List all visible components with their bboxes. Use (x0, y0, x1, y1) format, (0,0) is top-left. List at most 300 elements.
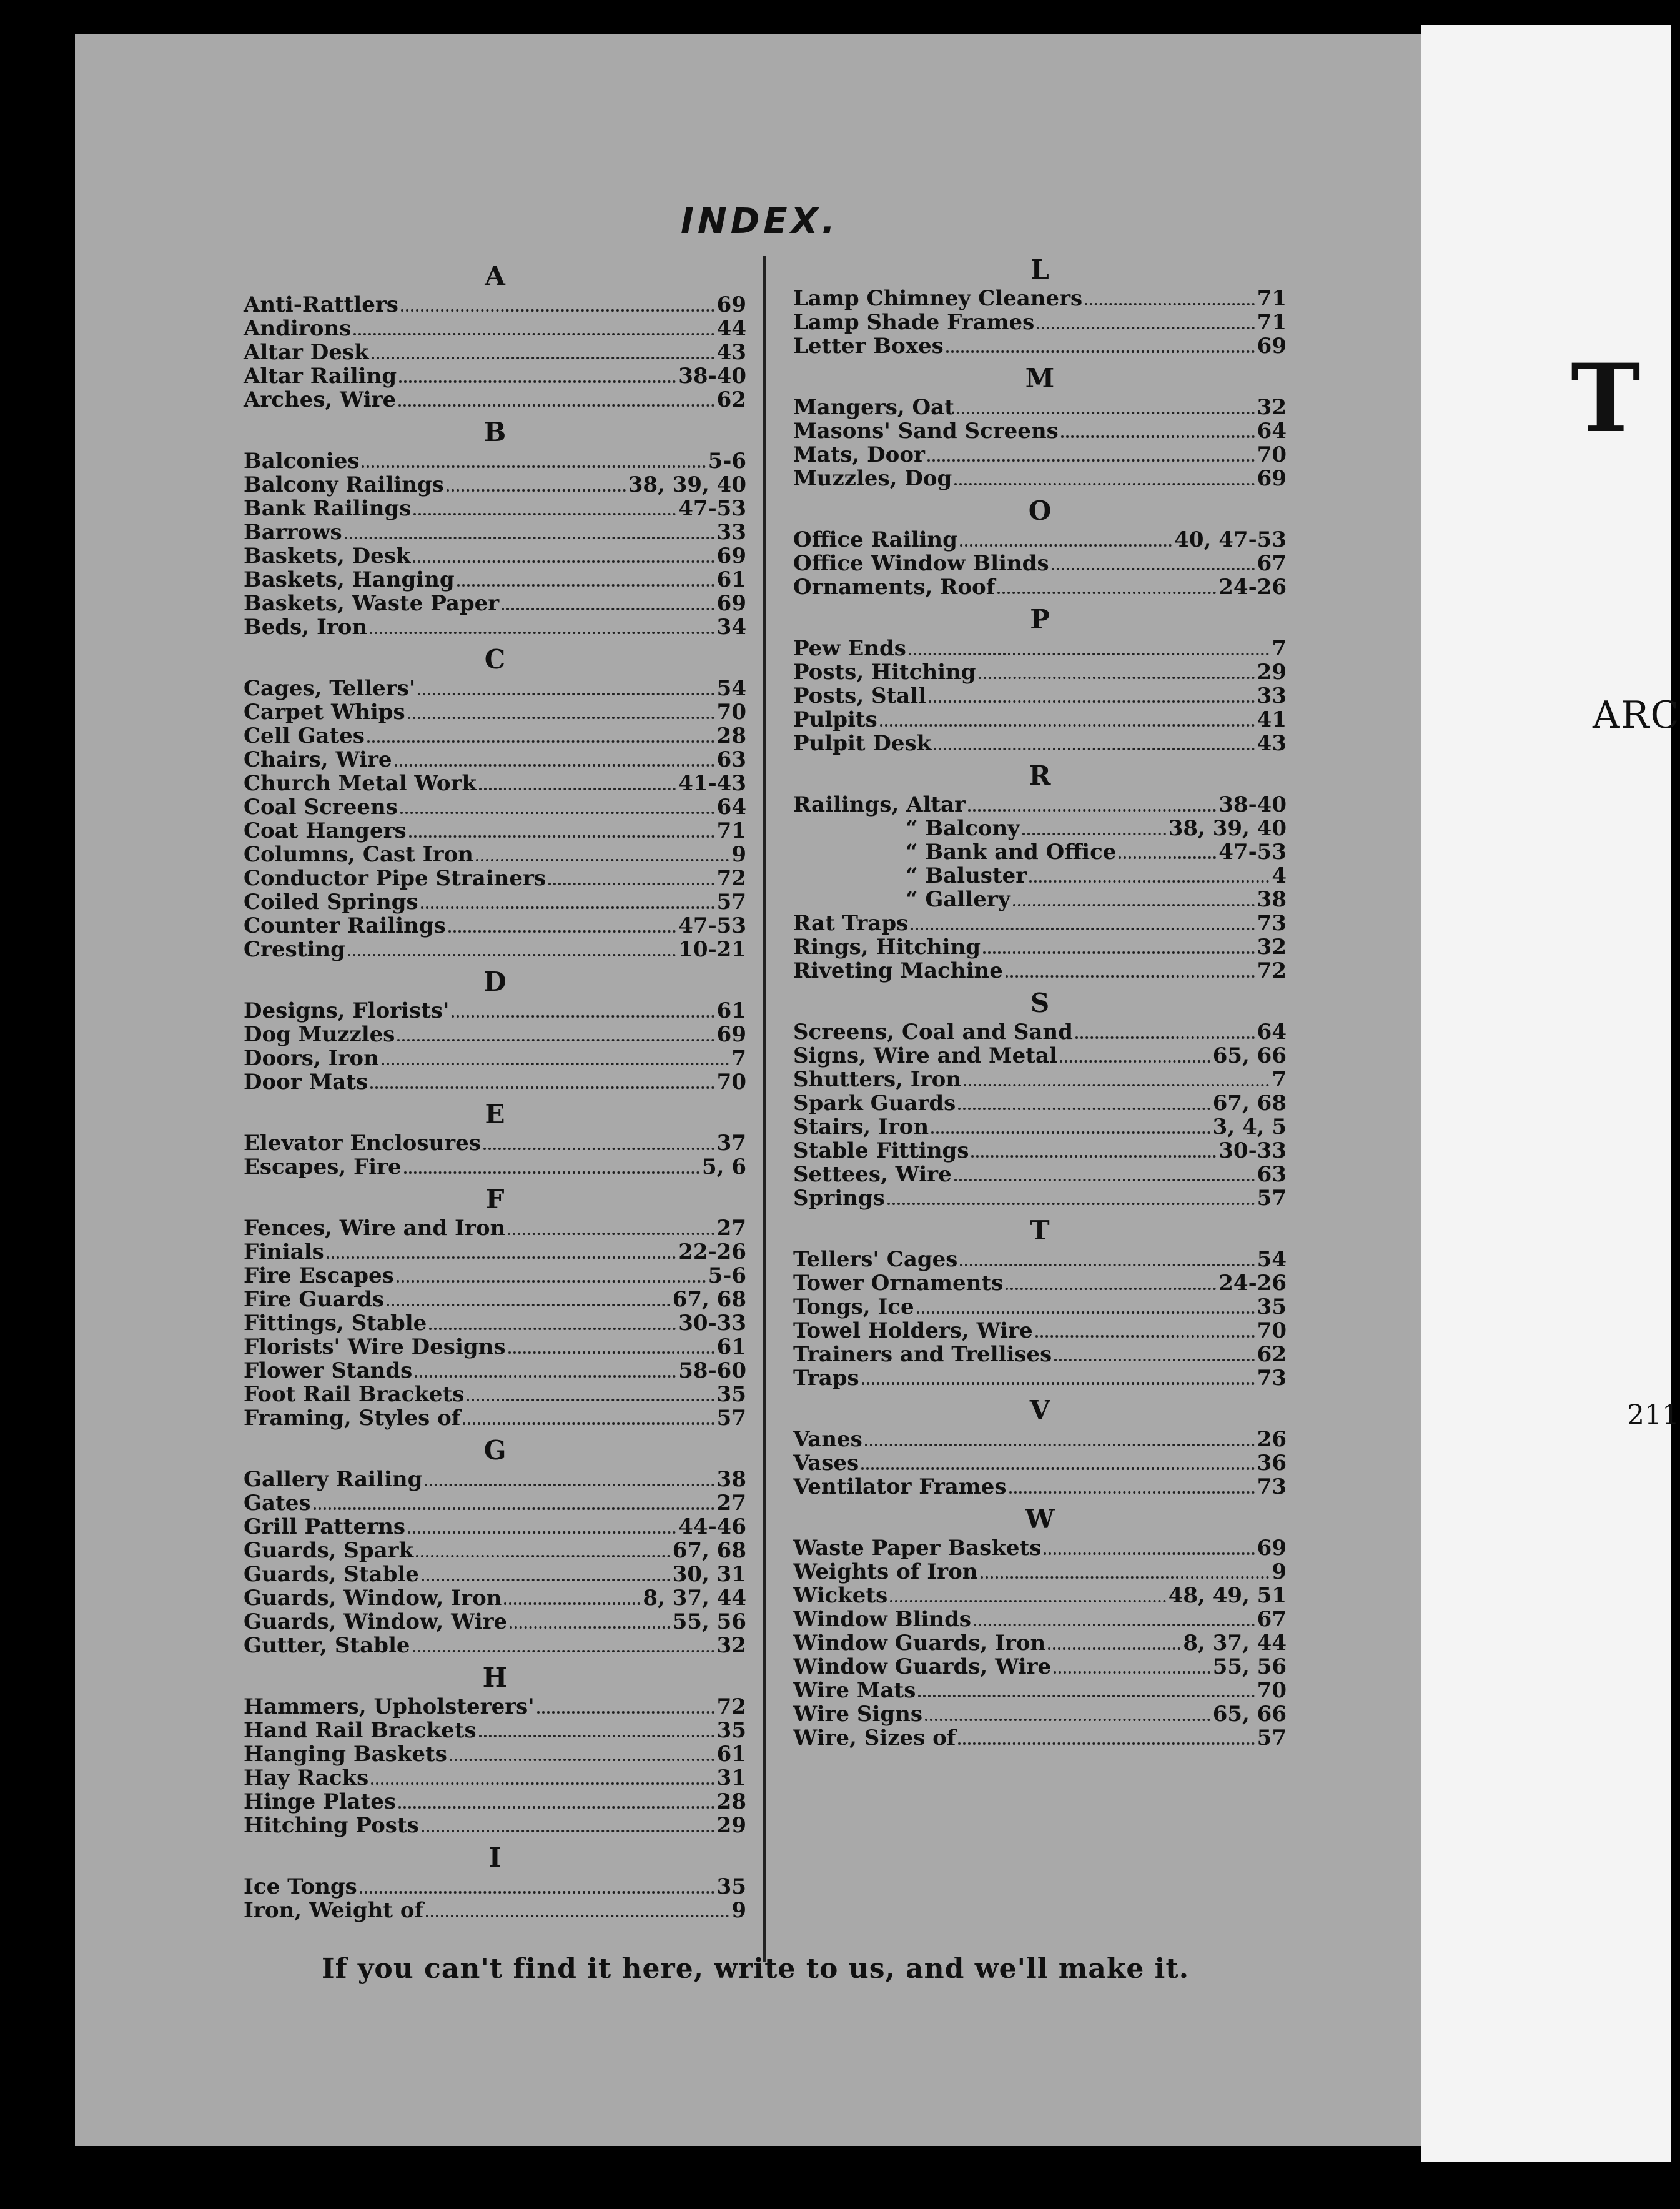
index-entry (793, 960, 1287, 983)
dot-leader (371, 1782, 714, 1785)
dot-leader (370, 632, 714, 634)
index-entry (793, 335, 1287, 359)
entry-pages: 3, 4, 5 (1212, 1114, 1287, 1139)
dot-leader (861, 1467, 1254, 1470)
index-entry (793, 396, 1287, 420)
entry-pages: 24-26 (1218, 1271, 1287, 1296)
entry-pages: 63 (716, 747, 746, 772)
dot-leader (1006, 975, 1255, 978)
entry-name: Posts, Stall (793, 683, 927, 708)
entry-pages: 69 (716, 292, 746, 317)
dot-leader (1061, 435, 1255, 438)
entry-name: Office Window Blinds (793, 551, 1049, 576)
entry-pages: 35 (716, 1874, 746, 1899)
index-entry (244, 891, 746, 915)
index-entry (793, 1367, 1287, 1391)
dot-leader (353, 333, 714, 335)
entry-pages: 73 (1257, 911, 1287, 936)
index-entry (793, 1092, 1287, 1116)
entry-name: Guards, Window, Wire (244, 1609, 508, 1634)
index-entry (793, 841, 1287, 865)
index-entry (793, 1632, 1287, 1656)
dot-leader (416, 1555, 670, 1557)
dot-leader (426, 1915, 729, 1917)
dot-leader (909, 653, 1269, 655)
entry-pages: 29 (1257, 660, 1287, 685)
index-section (244, 1100, 746, 1179)
index-entry (244, 1407, 746, 1431)
dot-leader (931, 1131, 1210, 1134)
dot-leader (1075, 1036, 1255, 1039)
index-entry (244, 474, 746, 497)
entry-pages: 38-40 (1218, 792, 1287, 817)
section-letter: A (485, 261, 505, 291)
facing-page-number: 211 (1627, 1399, 1679, 1431)
section-letter: V (1029, 1395, 1050, 1426)
entry-pages: 27 (716, 1491, 746, 1516)
index-section (244, 1843, 746, 1923)
dot-leader (404, 1171, 699, 1174)
entry-pages: 33 (1257, 683, 1287, 708)
index-section (793, 1396, 1287, 1499)
index-entry (244, 1634, 746, 1658)
entry-pages: 69 (716, 544, 746, 568)
index-entry (244, 1695, 746, 1719)
index-entry (793, 708, 1287, 732)
dot-leader (1119, 856, 1216, 859)
entry-name: Lamp Shade Frames (793, 310, 1035, 335)
entry-name: Window Guards, Wire (793, 1654, 1052, 1679)
index-entry (793, 1272, 1287, 1296)
entry-pages: 38-40 (678, 364, 746, 389)
entry-name: Vases (793, 1451, 859, 1476)
dot-leader (1013, 904, 1255, 906)
entry-pages: 64 (1257, 1020, 1287, 1045)
index-section (793, 605, 1287, 756)
dot-leader (1085, 303, 1254, 305)
index-entry (793, 1656, 1287, 1679)
entry-pages: 47-53 (678, 913, 746, 938)
dot-leader (360, 1891, 714, 1894)
index-entry (793, 732, 1287, 756)
index-section (793, 988, 1287, 1211)
entry-name: Andirons (244, 316, 352, 341)
entry-pages: 69 (716, 591, 746, 616)
entry-pages: 30-33 (1218, 1138, 1287, 1163)
index-entry (793, 467, 1287, 491)
index-entry (793, 817, 1287, 841)
entry-name: Ventilator Frames (793, 1474, 1007, 1499)
entry-pages: 30, 31 (672, 1562, 746, 1587)
entry-name: Pulpit Desk (793, 731, 932, 756)
entry-pages: 67, 68 (672, 1538, 746, 1563)
index-entry (244, 1563, 746, 1587)
entry-name: Grill Patterns (244, 1514, 406, 1539)
entry-pages: 72 (716, 866, 746, 891)
entry-pages: 70 (716, 700, 746, 725)
dot-leader (981, 1576, 1270, 1579)
index-entry (244, 820, 746, 843)
entry-pages: 26 (1257, 1427, 1287, 1452)
index-entry (793, 420, 1287, 444)
entry-name: Settees, Wire (793, 1162, 952, 1187)
index-entry (793, 912, 1287, 936)
entry-pages: 55, 56 (672, 1609, 746, 1634)
entry-pages: 57 (716, 1406, 746, 1431)
entry-name: Hanging Baskets (244, 1742, 447, 1767)
entry-pages: 62 (716, 387, 746, 412)
dot-leader (398, 404, 714, 407)
dot-leader (367, 740, 714, 743)
dot-leader (447, 489, 626, 492)
entry-name: Riveting Machine (793, 958, 1003, 983)
dot-leader (483, 1148, 714, 1150)
entry-pages: 10-21 (678, 937, 746, 962)
entry-name: “ Balcony (906, 816, 1020, 841)
entry-name: Beds, Iron (244, 615, 368, 640)
entry-pages: 61 (716, 1334, 746, 1359)
index-entry (793, 685, 1287, 708)
entry-name: Coiled Springs (244, 890, 418, 915)
index-entry (793, 1296, 1287, 1319)
entry-name: Wickets (793, 1583, 888, 1608)
entry-name: Rat Traps (793, 911, 909, 936)
index-section (244, 1184, 746, 1431)
entry-pages: 70 (1257, 442, 1287, 467)
index-entry (793, 1068, 1287, 1092)
index-entry (793, 444, 1287, 467)
section-letter: S (1030, 988, 1050, 1018)
index-entry (244, 521, 746, 545)
dot-leader (890, 1600, 1165, 1602)
entry-pages: 69 (1257, 466, 1287, 491)
dot-leader (964, 1084, 1269, 1086)
dot-leader (925, 1719, 1210, 1721)
index-entry (244, 1047, 746, 1071)
entry-name: Balcony Railings (244, 472, 444, 497)
entry-name: Tongs, Ice (793, 1294, 914, 1319)
entry-name: Tellers' Cages (793, 1247, 958, 1272)
entry-pages: 35 (1257, 1294, 1287, 1319)
entry-name: Cages, Tellers' (244, 676, 416, 701)
section-letter: B (483, 417, 506, 447)
dot-leader (479, 788, 676, 790)
entry-name: Cresting (244, 937, 345, 962)
dot-leader (934, 748, 1254, 750)
entry-name: Florists' Wire Designs (244, 1334, 506, 1359)
entry-name: Wire Mats (793, 1678, 916, 1703)
index-entry (244, 1587, 746, 1611)
dot-leader (929, 700, 1255, 703)
entry-name: Trainers and Trellises (793, 1342, 1052, 1367)
entry-name: Hitching Posts (244, 1813, 419, 1838)
index-entry (793, 793, 1287, 817)
entry-name: Guards, Spark (244, 1538, 414, 1563)
dot-leader (418, 693, 714, 695)
dot-leader (862, 1382, 1255, 1385)
entry-name: Gallery Railing (244, 1467, 423, 1492)
dot-leader (1060, 1060, 1210, 1063)
index-section (244, 417, 746, 640)
index-entry (793, 1584, 1287, 1608)
entry-pages: 27 (716, 1216, 746, 1241)
index-section (244, 967, 746, 1095)
index-entry (244, 701, 746, 725)
entry-pages: 38, 39, 40 (628, 472, 746, 497)
dot-leader (983, 951, 1255, 954)
entry-pages: 61 (716, 998, 746, 1023)
entry-pages: 41-43 (678, 771, 746, 796)
dot-leader (408, 717, 714, 719)
entry-name: Cell Gates (244, 723, 365, 748)
index-section (793, 761, 1287, 983)
entry-pages: 65, 66 (1212, 1702, 1287, 1727)
entry-name: “ Bank and Office (906, 840, 1117, 865)
entry-name: Altar Desk (244, 340, 369, 365)
entry-pages: 9 (731, 1898, 746, 1923)
entry-pages: 61 (716, 567, 746, 592)
dot-leader (476, 859, 729, 861)
index-entry (793, 1163, 1287, 1187)
index-entry (244, 1071, 746, 1095)
index-entry (244, 938, 746, 962)
dot-leader (400, 812, 714, 814)
entry-name: Spark Guards (793, 1091, 956, 1116)
entry-pages: 72 (716, 1694, 746, 1719)
entry-name: Waste Paper Baskets (793, 1536, 1042, 1561)
dot-leader (397, 1280, 706, 1283)
entry-pages: 54 (716, 676, 746, 701)
facing-page (1421, 25, 1680, 2162)
dot-leader (387, 1304, 670, 1306)
entry-pages: 63 (1257, 1162, 1287, 1187)
index-entry (793, 1561, 1287, 1584)
dot-leader (911, 928, 1254, 930)
section-letter: I (488, 1842, 502, 1873)
entry-name: Framing, Styles of (244, 1406, 461, 1431)
dot-leader (401, 309, 714, 312)
entry-pages: 72 (1257, 958, 1287, 983)
entry-name: “ Baluster (906, 863, 1027, 888)
facing-page-letter: T (1571, 344, 1641, 454)
dot-leader (467, 1399, 714, 1401)
index-entry (244, 568, 746, 592)
dot-leader (370, 1086, 714, 1089)
dot-leader (1006, 1288, 1216, 1290)
index-entry (244, 915, 746, 938)
dot-leader (1052, 568, 1255, 570)
entry-name: Arches, Wire (244, 387, 397, 412)
dot-leader (1009, 1491, 1255, 1494)
entry-pages: 32 (1257, 395, 1287, 420)
entry-pages: 57 (1257, 1725, 1287, 1750)
entry-name: Finials (244, 1239, 324, 1264)
dot-leader (974, 1624, 1255, 1626)
index-entry (244, 1000, 746, 1023)
entry-pages: 38 (1257, 887, 1287, 912)
index-entry (793, 1248, 1287, 1272)
entry-pages: 38, 39, 40 (1168, 816, 1287, 841)
dot-leader (348, 954, 676, 956)
section-letter: E (485, 1099, 505, 1129)
entry-pages: 61 (716, 1742, 746, 1767)
index-entry (244, 1468, 746, 1492)
index-entry (244, 725, 746, 748)
entry-name: Lamp Chimney Cleaners (793, 286, 1083, 311)
entry-pages: 62 (1257, 1342, 1287, 1367)
entry-pages: 36 (1257, 1451, 1287, 1476)
entry-pages: 67 (1257, 1607, 1287, 1632)
dot-leader (463, 1422, 714, 1425)
entry-pages: 5-6 (708, 449, 746, 474)
entry-pages: 9 (1272, 1559, 1287, 1584)
dot-leader (345, 537, 714, 539)
entry-pages: 33 (716, 520, 746, 545)
entry-pages: 57 (1257, 1186, 1287, 1211)
index-entry (244, 1516, 746, 1539)
index-entry (793, 1139, 1287, 1163)
index-section (793, 1504, 1287, 1750)
entry-pages: 71 (1257, 310, 1287, 335)
entry-pages: 34 (716, 615, 746, 640)
entry-name: Elevator Enclosures (244, 1131, 481, 1156)
entry-name: Posts, Hitching (793, 660, 976, 685)
entry-name: Escapes, Fire (244, 1154, 402, 1179)
entry-pages: 67 (1257, 551, 1287, 576)
index-entry (793, 936, 1287, 960)
entry-name: Dog Muzzles (244, 1022, 395, 1047)
dot-leader (958, 1108, 1210, 1110)
dot-leader (395, 764, 714, 767)
index-section (793, 496, 1287, 600)
index-entry (793, 576, 1287, 600)
entry-name: Conductor Pipe Strainers (244, 866, 546, 891)
index-entry (244, 677, 746, 701)
index-entry (793, 1319, 1287, 1343)
entry-pages: 70 (1257, 1678, 1287, 1703)
section-letter: F (485, 1184, 505, 1214)
index-entry (244, 1539, 746, 1563)
index-entry (244, 748, 746, 772)
entry-pages: 69 (1257, 1536, 1287, 1561)
dot-leader (960, 544, 1172, 547)
index-entry (793, 1187, 1287, 1211)
entry-name: Traps (793, 1366, 859, 1391)
index-entry (244, 772, 746, 796)
section-letter: C (484, 644, 506, 675)
dot-leader (957, 412, 1255, 414)
dot-leader (408, 1531, 676, 1534)
column-divider (763, 256, 766, 1962)
index-entry (793, 552, 1287, 576)
entry-name: Flower Stands (244, 1358, 413, 1383)
entry-name: Hand Rail Brackets (244, 1718, 477, 1743)
entry-name: Wire Signs (793, 1702, 922, 1727)
dot-leader (314, 1507, 714, 1510)
entry-name: Guards, Window, Iron (244, 1586, 502, 1611)
entry-name: Barrows (244, 520, 342, 545)
index-section (793, 1216, 1287, 1391)
index-entry (793, 661, 1287, 685)
index-section (793, 364, 1287, 491)
entry-name: Rings, Hitching (793, 935, 981, 960)
section-letter: L (1030, 254, 1049, 285)
dot-leader (1037, 327, 1254, 329)
entry-pages: 70 (716, 1070, 746, 1095)
entry-pages: 35 (716, 1718, 746, 1743)
entry-name: Stable Fittings (793, 1138, 969, 1163)
entry-name: Doors, Iron (244, 1046, 379, 1071)
dot-leader (508, 1351, 714, 1354)
index-entry (244, 1288, 746, 1312)
entry-name: Hammers, Upholsterers' (244, 1694, 535, 1719)
dot-leader (954, 483, 1254, 485)
section-letter: W (1025, 1504, 1055, 1534)
entry-pages: 71 (1257, 286, 1287, 311)
entry-name: Fences, Wire and Iron (244, 1216, 506, 1241)
dot-leader (415, 1375, 676, 1378)
entry-pages: 5-6 (708, 1263, 746, 1288)
dot-leader (421, 906, 714, 909)
entry-name: Towel Holders, Wire (793, 1318, 1033, 1343)
index-entry (793, 865, 1287, 888)
index-entry (793, 1343, 1287, 1367)
index-entry (793, 637, 1287, 661)
dot-leader (1044, 1552, 1254, 1555)
entry-pages: 8, 37, 44 (643, 1586, 746, 1611)
entry-pages: 54 (1257, 1247, 1287, 1272)
entry-name: Baskets, Hanging (244, 567, 455, 592)
entry-name: Window Blinds (793, 1607, 971, 1632)
entry-pages: 29 (716, 1813, 746, 1838)
entry-pages: 65, 66 (1212, 1043, 1287, 1068)
entry-pages: 40, 47-53 (1174, 527, 1287, 552)
entry-pages: 28 (716, 1789, 746, 1814)
dot-leader (448, 930, 676, 933)
index-entry (244, 796, 746, 820)
entry-pages: 32 (716, 1633, 746, 1658)
entry-name: Railings, Altar (793, 792, 966, 817)
entry-pages: 69 (716, 1022, 746, 1047)
index-entry (244, 1336, 746, 1359)
entry-name: Columns, Cast Iron (244, 842, 473, 867)
entry-pages: 44-46 (678, 1514, 746, 1539)
index-entry (793, 1045, 1287, 1068)
entry-name: Counter Railings (244, 913, 446, 938)
index-entry (793, 1116, 1287, 1139)
dot-leader (422, 1579, 670, 1581)
dot-leader (918, 1695, 1254, 1697)
section-letter: M (1025, 363, 1055, 394)
entry-pages: 69 (1257, 334, 1287, 359)
entry-pages: 7 (1272, 1067, 1287, 1092)
index-section (244, 1436, 746, 1658)
entry-pages: 28 (716, 723, 746, 748)
index-entry (244, 1241, 746, 1264)
index-entry (244, 1264, 746, 1288)
entry-name: Church Metal Work (244, 771, 477, 796)
entry-pages: 47-53 (1218, 840, 1287, 865)
index-entry (244, 1217, 746, 1241)
index-entry (244, 294, 746, 317)
dot-leader (372, 357, 714, 359)
dot-leader (508, 1233, 714, 1235)
entry-name: Altar Railing (244, 364, 397, 389)
index-section (244, 1663, 746, 1838)
index-entry (793, 1608, 1287, 1632)
entry-name: Carpet Whips (244, 700, 405, 725)
dot-leader (413, 560, 714, 563)
